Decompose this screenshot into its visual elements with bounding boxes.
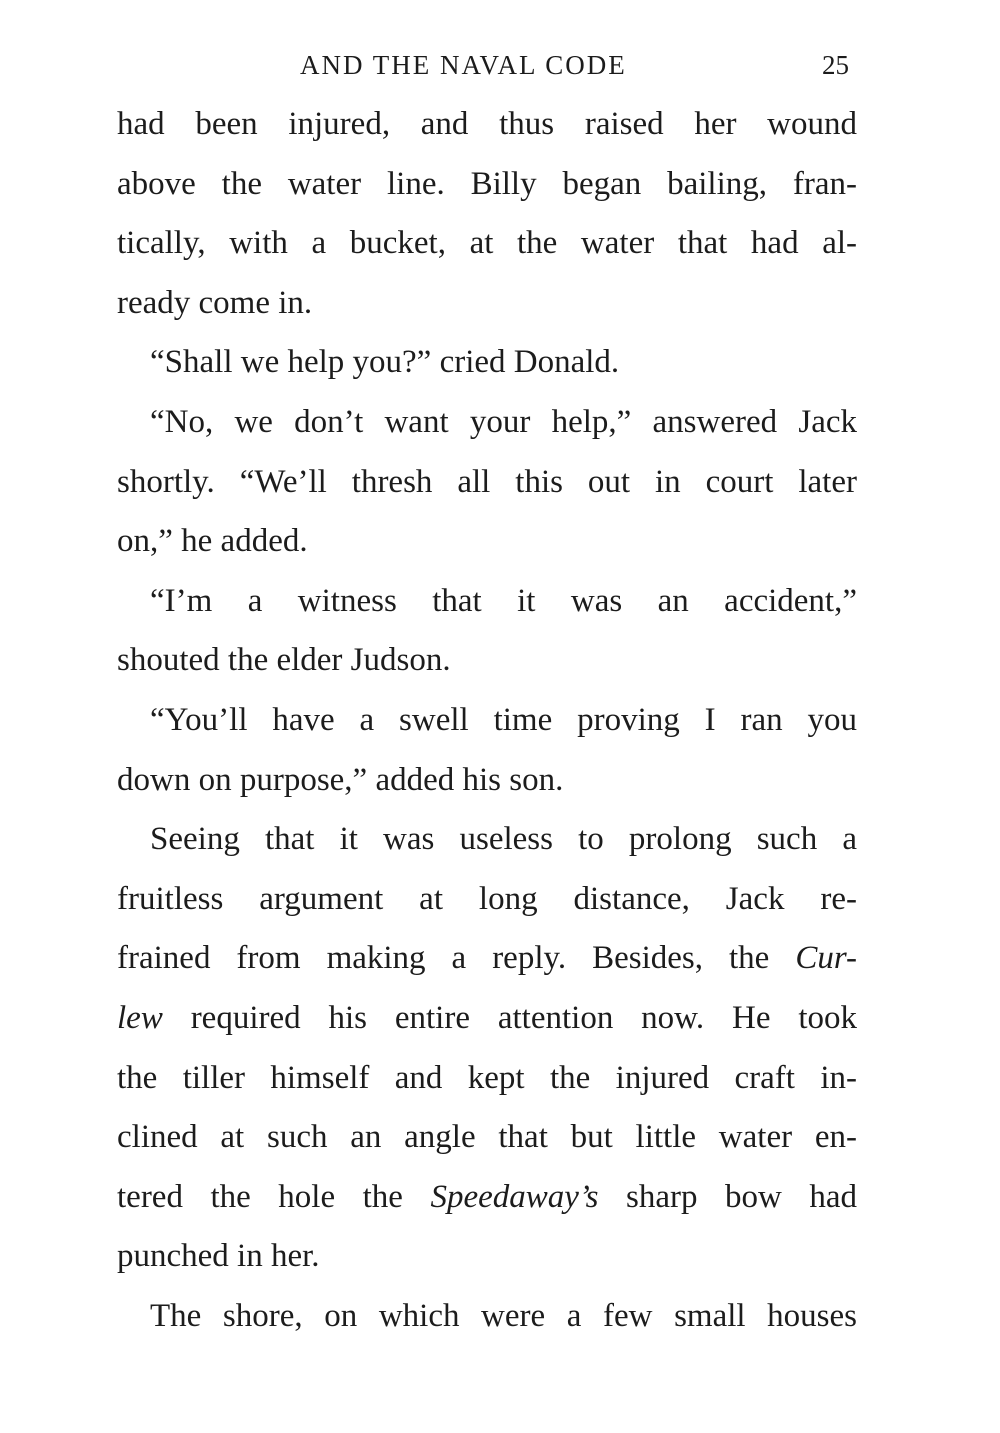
text-line: shouted the elder Judson. <box>117 642 451 679</box>
text-line: shortly. “We’ll thresh all this out in court later <box>117 463 857 500</box>
text-line: punched in her. <box>117 1238 320 1275</box>
body-text <box>117 95 857 1346</box>
vessel-name-curlew: lew <box>117 999 163 1036</box>
text-line: tically, with a bucket, at the water that had al- <box>117 225 857 262</box>
text-line: ready come in. <box>117 284 313 321</box>
text-line: down on purpose,” added his son. <box>117 761 564 798</box>
text-segment: sharp bow had <box>598 1178 857 1215</box>
text-line: above the water line. Billy began bailing, fran- <box>117 165 857 202</box>
running-header <box>0 45 1000 85</box>
page-number: 25 <box>822 50 849 80</box>
text-line: “No, we don’t want your help,” answered Jack <box>150 403 857 440</box>
text-line: “You’ll have a swell time proving I ran you <box>150 701 857 738</box>
text-line: “I’m a witness that it was an accident,” <box>150 582 857 619</box>
text-line: the tiller himself and kept the injured craft in- <box>117 1059 857 1096</box>
text-line: The shore, on which were a few small houses <box>150 1297 857 1334</box>
text-line: Seeing that it was useless to prolong such a <box>150 821 857 858</box>
vessel-name-curlew: Cur- <box>795 940 857 977</box>
text-segment: required his entire attention now. He took <box>162 999 857 1036</box>
text-segment: frained from making a reply. Besides, the <box>117 940 796 977</box>
text-line <box>117 989 857 1049</box>
text-line <box>117 1168 857 1228</box>
text-line: on,” he added. <box>117 523 308 560</box>
text-line: “Shall we help you?” cried Donald. <box>150 344 620 381</box>
text-line: clined at such an angle that but little water en- <box>117 1119 857 1156</box>
running-title: AND THE NAVAL CODE <box>300 50 627 80</box>
text-line <box>117 929 857 989</box>
text-segment: tered the hole the <box>117 1178 431 1215</box>
vessel-name-speedaway: Speedaway’s <box>430 1178 599 1215</box>
text-line: fruitless argument at long distance, Jack re- <box>117 880 857 917</box>
text-line: had been injured, and thus raised her wound <box>117 106 857 142</box>
